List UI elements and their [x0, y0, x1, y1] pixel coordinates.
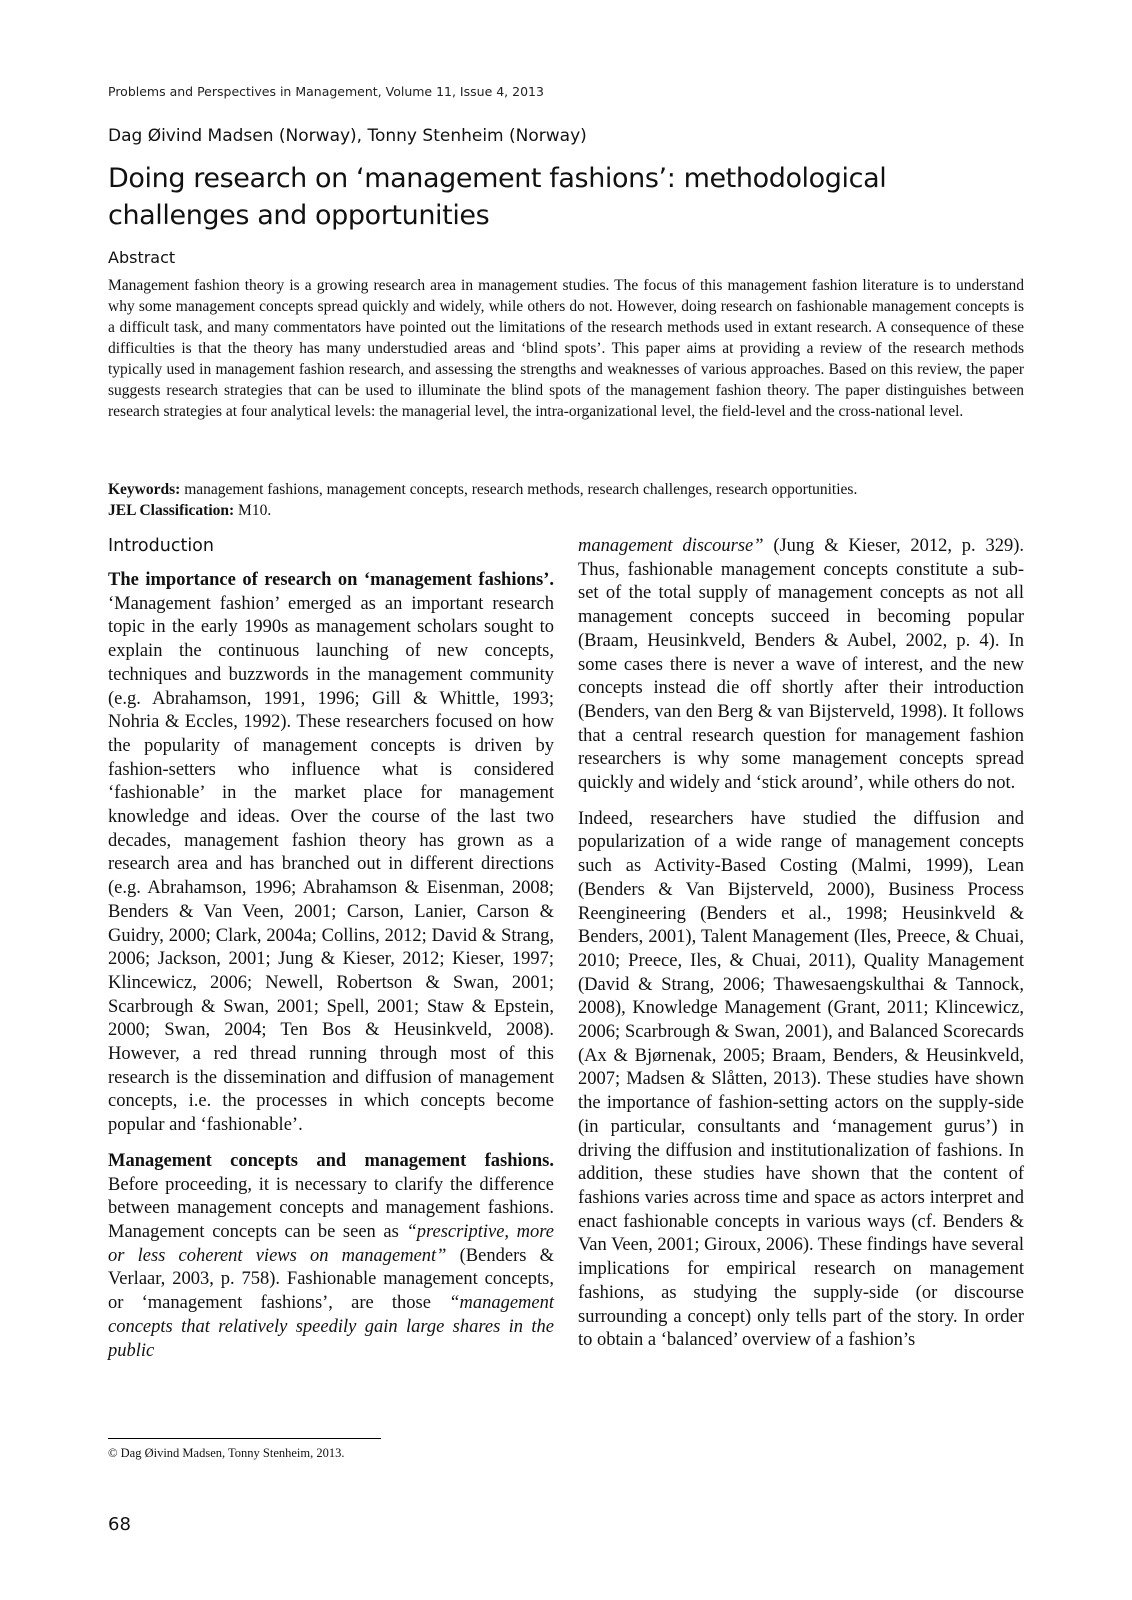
paragraph-text: (Benders & Verlaar, 2003, p. 758). Fashionable management concepts, or ‘management fashions’, are those [108, 1245, 554, 1314]
quote: “prescriptive, more or less coherent views on management” [108, 1221, 554, 1266]
abstract-text: Management fashion theory is a growing research area in management studies. The focus of this management fashion literature is to understand why some management concepts spread quickly and widely, while others do not. However, doing research on fashionable management concepts is a difficult task, and many commentators have pointed out the limitations of the research methods used in extant research. A consequence of these difficulties is that the theory has many understudied areas and ‘blind spots’. This paper aims at providing a review of the research methods typically used in management fashion research, and assessing the strengths and weaknesses of various approaches. Based on this review, the paper suggests research strategies that can be used to illuminate the blind spots of the management fashion theory. The paper distinguishes between research strategies at four analytical levels: the managerial level, the intra-organizational level, the field-level and the cross-national level. [108, 277, 1024, 420]
paper-title: Doing research on ‘management fashions’: methodological challenges and opportunities [108, 163, 887, 231]
paragraph-lead: Management concepts and management fashions. [108, 1150, 554, 1171]
keywords-line [108, 479, 1024, 500]
keywords-label: Keywords: [108, 481, 181, 498]
paragraph-text: ‘Management fashion’ emerged as an important research topic in the early 1990s as management scholars sought to explain the continuous launching of new concepts, techniques and buzzwords in the management community (e.g. Abrahamson, 1991, 1996; Gill & Whittle, 1993; Nohria & Eccles, 1992). These researchers focused on how the popularity of management concepts is driven by fashion-setters who influence what is considered ‘fashionable’ in the market place for management knowledge and ideas. Over the course of the last two decades, management fashion theory has grown as a research area and has branched out in different directions (e.g. Abrahamson, 1996; Abrahamson & Eisenman, 2008; Benders & Van Veen, 2001; Carson, Lanier, Carson & Guidry, 2000; Clark, 2004a; Collins, 2012; David & Strang, 2006; Jackson, 2001; Jung & Kieser, 2012; Kieser, 1997; Klincewicz, 2006; Newell, Robertson & Swan, 2001; Scarbrough & Swan, 2001; Spell, 2001; Staw & Epstein, 2000; Swan, 2004; Ten Bos & Heusinkveld, 2008). However, a red thread running through most of this research is the dissemination and diffusion of management concepts, i.e. the processes in which concepts become popular and ‘fashionable’. [108, 593, 554, 1136]
jel-label: JEL Classification: [108, 502, 235, 519]
journal-citation: Problems and Perspectives in Management, Volume 11, Issue 4, 2013 [108, 84, 544, 99]
quote: management discourse” [578, 536, 764, 556]
keywords-block [108, 479, 1024, 521]
keywords-text: management fashions, management concepts, research methods, research challenges, research opportunities. [180, 481, 858, 498]
right-column [578, 535, 1024, 1365]
paragraph-importance [108, 569, 554, 1138]
author-line: Dag Øivind Madsen (Norway), Tonny Stenheim (Norway) [108, 126, 587, 146]
left-column [108, 535, 554, 1375]
jel-line [108, 500, 1024, 521]
jel-text: M10. [234, 502, 272, 519]
page-number: 68 [108, 1514, 131, 1535]
paragraph-diffusion: Indeed, researchers have studied the diffusion and popularization of a wide range of management concepts such as Activity-Based Costing (Malmi, 1999), Lean (Benders & Van Bijsterveld, 2000), Business Process Reengineering (Benders et al., 1998; Heusinkveld & Benders, 2001), Talent Management (Iles, Preece, & Chuai, 2010; Preece, Iles, & Chuai, 2011), Quality Management (David & Strang, 2006; Thawesaengskulthai & Tannock, 2008), Knowledge Management (Grant, 2011; Klincewicz, 2006; Scarbrough & Swan, 2001), and Balanced Scorecards (Ax & Bjørnenak, 2005; Braam, Benders, & Heusinkveld, 2007; Madsen & Slåtten, 2013). These studies have shown the importance of fashion-setting actors on the supply-side (in particular, consultants and ‘management gurus’) in driving the diffusion and institutionalization of fashions. In addition, these studies have shown that the content of fashions varies across time and space as actors interpret and enact fashionable concepts in various ways (cf. Benders & Van Veen, 2001; Giroux, 2006). These findings have several implications for empirical research on management fashions, as studying the supply-side (or discourse surrounding a concept) only tells part of the story. In order to obtain a ‘balanced’ overview of a fashion’s [578, 808, 1024, 1351]
abstract-heading: Abstract [108, 248, 176, 267]
paragraph-continuation [578, 535, 1024, 796]
copyright-footnote: © Dag Øivind Madsen, Tonny Stenheim, 2013. [108, 1446, 345, 1460]
paragraph-text: (Jung & Kieser, 2012, p. 329). Thus, fashionable management concepts constitute a sub-set of the total supply of management concepts as not all management concepts succeed in becoming popular (Braam, Heusinkveld, Benders & Aubel, 2002, p. 4). In some cases there is never a wave of interest, and the new concepts instead die off shortly after their introduction (Benders, van den Berg & van Bijsterveld, 1998). It follows that a central research question for management fashion researchers is why some management concepts spread quickly and widely and ‘stick around’, while others do not. [578, 536, 1025, 794]
paragraph-lead: The importance of research on ‘management fashions’. [108, 570, 554, 590]
paragraph-text: Before proceeding, it is necessary to clarify the difference between management concepts and management fashions. Management concepts can be seen as [108, 1174, 554, 1242]
footnote-divider [108, 1438, 381, 1439]
paragraph-concepts [108, 1150, 554, 1363]
quote: “management concepts that relatively speedily gain large shares in the public [108, 1293, 554, 1361]
introduction-heading: Introduction [108, 536, 214, 556]
